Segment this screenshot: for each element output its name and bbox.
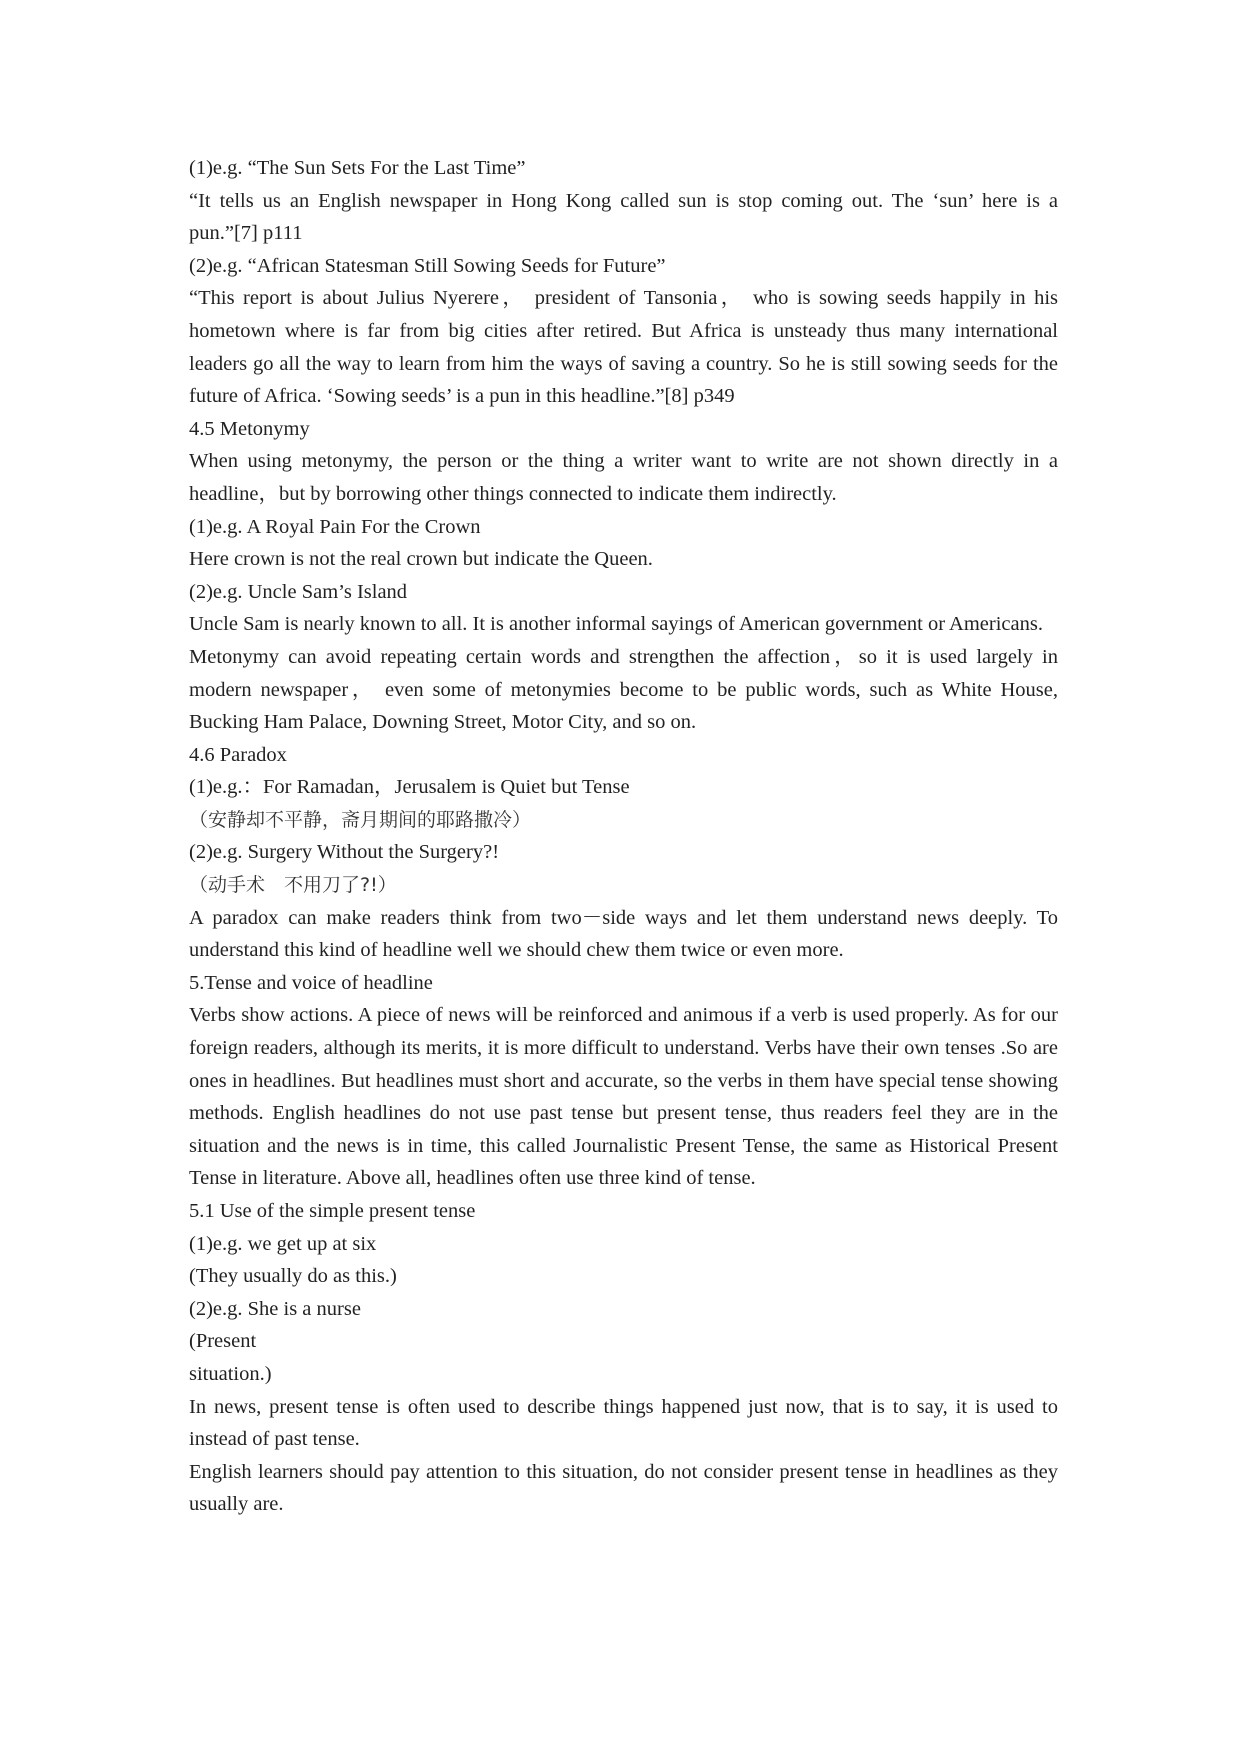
example-line: (2)e.g. “African Statesman Still Sowing Seeds for Future”	[189, 254, 666, 277]
example-note: situation.)	[189, 1362, 272, 1385]
body-paragraph: A paradox can make readers think from two－side ways and let them understand news deeply. To understand this kind of headline well we should chew them twice or even more.	[189, 906, 1058, 962]
section-heading: 4.5 Metonymy	[189, 417, 310, 440]
body-paragraph: When using metonymy, the person or the thing a writer want to write are not shown directly in a headline，but by borrowing other things connected to indicate them indirectly.	[189, 450, 1058, 505]
section-heading: 4.6 Paradox	[189, 743, 287, 766]
body-paragraph: In news, present tense is often used to describe things happened just now, that is to say, it is used to instead of past tense.	[189, 1395, 1058, 1451]
quote-paragraph: “This report is about Julius Nyerere， president of Tansonia， who is sowing seeds happily in his hometown where is far from big cities after retired. But Africa is unsteady thus many international leaders go all the way to learn from him the ways of saving a country. So he is still sowing seeds for the future of Africa. ‘Sowing seeds’ is a pun in this headline.”[8] p349	[189, 287, 1058, 408]
document-page	[189, 152, 1058, 1521]
body-paragraph: Here crown is not the real crown but indicate the Queen.	[189, 548, 653, 571]
example-line: (1)e.g. we get up at six	[189, 1232, 377, 1255]
translation-line: （动手术 不用刀了?!）	[189, 874, 397, 897]
example-line: (2)e.g. She is a nurse	[189, 1297, 361, 1320]
example-note: (They usually do as this.)	[189, 1265, 397, 1288]
quote-paragraph: “It tells us an English newspaper in Hong Kong called sun is stop coming out. The ‘sun’ here is a pun.”[7] p111	[189, 189, 1058, 245]
section-heading: 5.1 Use of the simple present tense	[189, 1200, 476, 1222]
example-line: (1)e.g.：For Ramadan，Jerusalem is Quiet but Tense	[189, 776, 630, 799]
body-paragraph: Uncle Sam is nearly known to all. It is another informal sayings of American government or Americans.	[189, 613, 1043, 636]
body-paragraph: Verbs show actions. A piece of news will be reinforced and animous if a verb is used properly. As for our foreign readers, although its merits, it is more difficult to understand. Verbs have their own tenses .So are ones in headlines. But headlines must short and accurate, so the verbs in them have special tense showing methods. English headlines do not use past tense but present tense, thus readers feel they are in the situation and the news is in time, this called Journalistic Present Tense, the same as Historical Present Tense in literature. Above all, headlines often use three kind of tense.	[189, 1004, 1058, 1190]
example-note: (Present	[189, 1330, 257, 1353]
example-line: (1)e.g. A Royal Pain For the Crown	[189, 515, 481, 538]
example-line: (1)e.g. “The Sun Sets For the Last Time”	[189, 157, 526, 179]
body-paragraph: English learners should pay attention to this situation, do not consider present tense in headlines as they usually are.	[189, 1460, 1058, 1516]
section-heading: 5.Tense and voice of headline	[189, 971, 433, 994]
example-line: (2)e.g. Uncle Sam’s Island	[189, 580, 408, 603]
body-paragraph: Metonymy can avoid repeating certain words and strengthen the affection，so it is used largely in modern newspaper， even some of metonymies become to be public words, such as White House, Bucking Ham Palace, Downing Street, Motor City, and so on.	[189, 645, 1058, 734]
translation-line: （安静却不平静，斋月期间的耶路撒冷）	[189, 808, 532, 831]
example-line: (2)e.g. Surgery Without the Surgery?!	[189, 841, 500, 864]
